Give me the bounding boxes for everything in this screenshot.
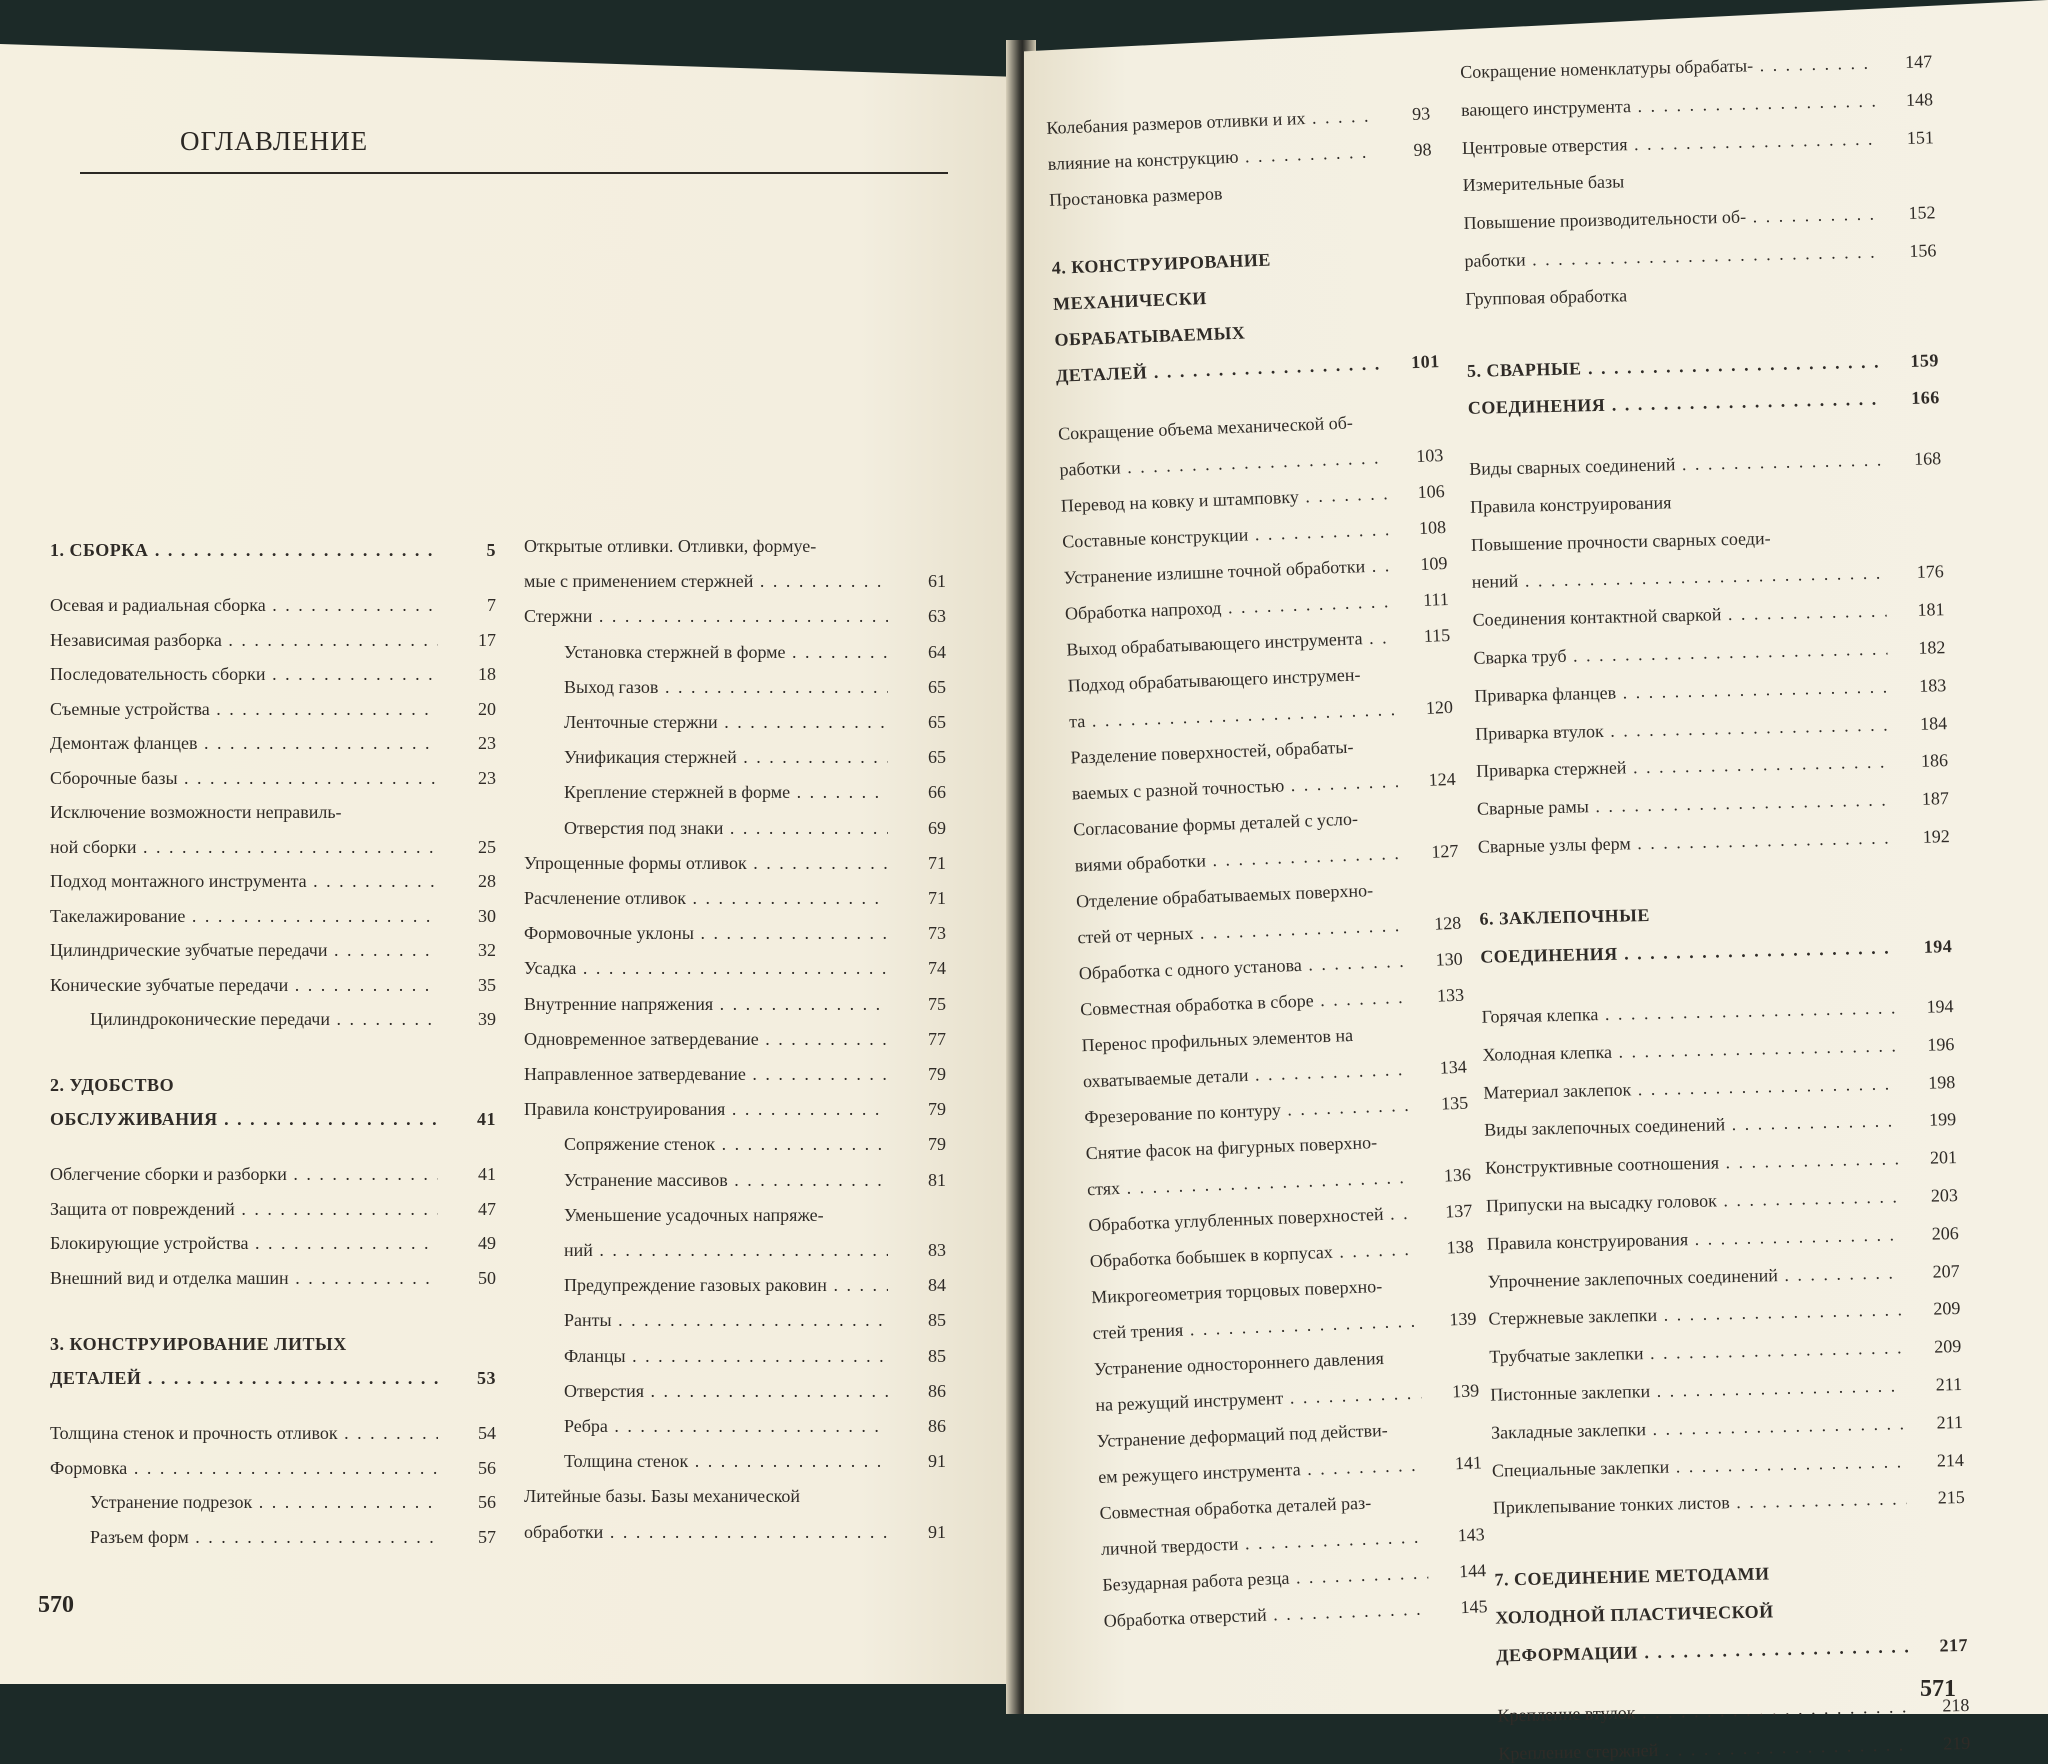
toc-entry-title: Формовочные уклоны . . . [524, 923, 888, 943]
toc-entry-title: 3. КОНСТРУИРОВАНИЕ ЛИТЫХ [50, 1333, 347, 1354]
toc-entry-page: 86 [928, 1380, 946, 1401]
toc-entry-page: 103 [1415, 445, 1444, 467]
toc-entry-page: 136 [1443, 1164, 1472, 1186]
toc-entry-title: Стержни . . . [524, 606, 888, 626]
toc-entry-title: Сокращение номенклатуры обрабаты- . . . [1460, 53, 1874, 82]
toc-entry-title: Формовка . . . [50, 1458, 438, 1478]
toc-entry-page: 77 [928, 1028, 946, 1049]
toc-entry-page: 54 [478, 1423, 496, 1444]
toc-entry-title: Выход газов . . . [564, 677, 888, 697]
toc-entry-page: 128 [1433, 912, 1462, 934]
toc-entry-title: Толщина стенок . . . [564, 1451, 888, 1471]
toc-entry-page: 23 [478, 767, 496, 788]
toc-entry-title: Отверстия . . . [564, 1381, 888, 1401]
toc-entry-page: 214 [1936, 1449, 1965, 1471]
toc-entry-page: 69 [928, 817, 946, 838]
toc-entry-page: 209 [1933, 1298, 1961, 1319]
toc-entry-page: 147 [1904, 51, 1933, 72]
toc-entry-title: Соединения контактной сваркой . . . [1472, 601, 1886, 630]
toc-entry-title: та . . . [1069, 699, 1396, 731]
toc-entry-page: 196 [1927, 1033, 1955, 1055]
toc-entry-title: Толщина стенок и прочность отливок . . . [50, 1423, 438, 1443]
toc-entry-page: 182 [1918, 637, 1946, 658]
toc-entry-title: ной сборки . . . [50, 837, 438, 857]
toc-entry-title: Правила конструирования . . . [524, 1099, 888, 1119]
toc-entry-title: ДЕТАЛЕЙ . . . [50, 1368, 438, 1388]
toc-entry-title: 1. СБОРКА . . . [50, 540, 438, 560]
toc-entry-page: 203 [1930, 1184, 1959, 1206]
toc-entry-title: Сопряжение стенок . . . [564, 1134, 888, 1154]
toc-entry-page: 143 [1457, 1524, 1486, 1546]
toc-entry-title: 4. КОНСТРУИРОВАНИЕ [1051, 249, 1272, 279]
toc-entry-page: 192 [1922, 825, 1950, 847]
toc-entry-title: Перевод на ковку и штамповку . . . [1061, 483, 1388, 515]
toc-entry-title: СОЕДИНЕНИЯ . . . [1480, 937, 1894, 966]
toc-entry-title: Стержневые заклепки . . . [1488, 1300, 1902, 1329]
toc-entry-title: Припуски на высадку головок . . . [1486, 1186, 1900, 1215]
toc-entry-page: 74 [928, 958, 946, 979]
toc-entry-title: Горячая клепка . . . [1481, 997, 1895, 1026]
toc-entry-page: 199 [1928, 1109, 1957, 1131]
toc-entry-page: 201 [1929, 1147, 1958, 1168]
toc-entry-title: ем режущего инструмента . . . [1098, 1454, 1425, 1486]
toc-entry-title: ваемых с разной точностью . . . [1072, 771, 1399, 803]
toc-entry-title: Ленточные стержни . . . [564, 712, 888, 732]
toc-entry-title: Групповая обработка [1465, 285, 1628, 309]
toc-entry-page: 217 [1939, 1634, 1969, 1656]
toc-entry-page: 207 [1932, 1260, 1960, 1282]
toc-entry-title: Отверстия под знаки . . . [564, 818, 888, 838]
toc-entry-title: Холодная клепка . . . [1482, 1035, 1896, 1064]
toc-entry-page: 183 [1919, 674, 1947, 696]
toc-entry-page: 79 [928, 1134, 946, 1155]
toc-entry-page: 138 [1446, 1236, 1475, 1258]
toc-entry-page: 91 [928, 1451, 946, 1472]
toc-entry-page: 85 [928, 1310, 946, 1331]
toc-entry-page: 65 [928, 676, 946, 697]
toc-entry-page: 184 [1919, 712, 1948, 734]
toc-entry-title: Установка стержней в форме . . . [564, 642, 888, 662]
toc-entry-page: 85 [928, 1345, 946, 1366]
toc-entry-title: Литейные базы. Базы механической [524, 1486, 801, 1507]
left-page-number: 570 [38, 1592, 74, 1618]
title-rule [80, 172, 948, 174]
toc-entry-title: Ранты . . . [564, 1310, 888, 1330]
toc-entry-page: 75 [928, 993, 946, 1014]
toc-entry-title: Упрочнение заклепочных соединений . . . [1487, 1262, 1901, 1291]
toc-entry-page: 17 [478, 629, 496, 650]
toc-entry-title: Унификация стержней . . . [564, 747, 888, 767]
toc-entry-title: Цилиндроконические передачи . . . [90, 1009, 438, 1029]
toc-entry-title: Сварные рамы . . . [1477, 790, 1891, 819]
toc-entry-title: Последовательность сборки . . . [50, 664, 438, 684]
toc-entry-title: Внутренние напряжения . . . [524, 994, 888, 1014]
toc-entry-title: Сокращение объема механической об- [1057, 412, 1354, 444]
toc-entry-page: 49 [478, 1233, 496, 1254]
toc-entry-title: стях . . . [1087, 1167, 1414, 1199]
toc-entry-title: Совместная обработка в сборе . . . [1080, 987, 1407, 1019]
toc-entry-title: 2. УДОБСТВО [50, 1074, 175, 1095]
toc-entry-page: 41 [478, 1164, 496, 1185]
toc-entry-title: Крепление стержней в форме . . . [564, 782, 888, 802]
toc-entry-title: Приварка втулок . . . [1475, 714, 1889, 743]
toc-entry-page: 79 [928, 1099, 946, 1120]
toc-entry-title: Центровые отверстия . . . [1462, 128, 1876, 157]
toc-entry-page: 61 [928, 571, 946, 592]
toc-entry-page: 115 [1423, 624, 1451, 646]
toc-entry-page: 93 [1411, 103, 1431, 124]
toc-entry-page: 23 [478, 733, 496, 754]
toc-entry-page: 35 [478, 974, 496, 995]
toc-entry-title: нений . . . [1472, 563, 1886, 592]
toc-entry-title: Устранение одностороннего давления [1093, 1347, 1385, 1380]
toc-entry-page: 127 [1431, 840, 1459, 862]
toc-entry-page: 159 [1910, 349, 1940, 371]
toc-entry-page: 151 [1906, 126, 1935, 148]
toc-entry-title: Колебания размеров отливки и их . . . [1046, 105, 1373, 137]
toc-entry-page: 135 [1440, 1092, 1469, 1114]
toc-entry-title: Трубчатые заклепки . . . [1489, 1337, 1903, 1366]
toc-entry-page: 86 [928, 1416, 946, 1436]
toc-entry-title: Обработка отверстий . . . [1103, 1598, 1430, 1630]
toc-entry-page: 57 [478, 1526, 496, 1547]
toc-entry-title: Цилиндрические зубчатые передачи . . . [50, 940, 438, 960]
toc-entry-page: 50 [478, 1267, 496, 1288]
toc-entry-title: Открытые отливки. Отливки, формуе- [524, 536, 817, 556]
toc-entry-title: Повышение прочности сварных соеди- [1470, 527, 1771, 555]
toc-entry-page: 73 [928, 923, 946, 944]
toc-entry-title: ний . . . [564, 1240, 888, 1260]
toc-entry-title: Правила конструирования . . . [1487, 1224, 1901, 1253]
toc-entry-page: 141 [1454, 1452, 1483, 1474]
toc-entry-title: Крепление стержней . . . [1498, 1734, 1912, 1763]
toc-entry-page: 98 [1413, 139, 1432, 160]
toc-entry-title: виями обработки . . . [1074, 843, 1401, 875]
toc-entry-page: 83 [928, 1240, 946, 1260]
toc-entry-title: Предупреждение газовых раковин . . . [564, 1275, 888, 1295]
toc-entry-title: Разъем форм . . . [90, 1527, 438, 1547]
toc-entry-title: на режущий инструмент . . . [1095, 1383, 1422, 1415]
toc-entry-title: ОБРАБАТЫВАЕМЫХ [1054, 322, 1246, 351]
toc-entry-title: ОБСЛУЖИВАНИЯ . . . [50, 1109, 438, 1129]
toc-entry-page: 64 [928, 641, 946, 662]
toc-entry-title: Конструктивные соотношения . . . [1485, 1149, 1899, 1178]
toc-entry-title: Внешний вид и отделка машин . . . [50, 1268, 438, 1288]
toc-entry-title: Приварка фланцев . . . [1474, 676, 1888, 705]
toc-entry-page: 219 [1943, 1732, 1971, 1754]
toc-entry-title: Обработка с одного установа . . . [1078, 951, 1405, 983]
toc-entry-page: 53 [477, 1368, 496, 1388]
toc-entry-page: 139 [1451, 1380, 1480, 1402]
toc-entry-title: Уменьшение усадочных напряже- [564, 1204, 824, 1225]
toc-entry-title: ДЕФОРМАЦИИ . . . [1496, 1636, 1910, 1665]
toc-entry-title: Обработка напроход . . . [1065, 591, 1392, 623]
toc-entry-title: 7. СОЕДИНЕНИЕ МЕТОДАМИ [1494, 1563, 1770, 1590]
toc-entry-page: 120 [1425, 696, 1454, 718]
toc-entry-title: Усадка . . . [524, 958, 888, 978]
toc-entry-page: 144 [1458, 1560, 1487, 1582]
toc-entry-page: 47 [478, 1198, 496, 1219]
toc-entry-title: Подход монтажного инструмента . . . [50, 871, 438, 891]
toc-entry-title: Демонтаж фланцев . . . [50, 733, 438, 753]
toc-entry-page: 81 [928, 1169, 946, 1190]
toc-entry-title: Перенос профильных элементов на [1081, 1024, 1354, 1056]
toc-entry-title: Блокирующие устройства . . . [50, 1233, 438, 1253]
toc-entry-page: 5 [486, 540, 496, 560]
toc-entry-title: Фланцы . . . [564, 1346, 888, 1366]
toc-entry-page: 187 [1921, 788, 1950, 809]
toc-entry-title: работки . . . [1464, 242, 1878, 271]
toc-entry-title: ХОЛОДНОЙ ПЛАСТИЧЕСКОЙ [1495, 1601, 1774, 1628]
toc-entry-page: 28 [478, 871, 496, 892]
toc-entry-title: Независимая разборка . . . [50, 630, 438, 650]
toc-entry-page: 66 [928, 782, 946, 803]
toc-entry-title: Специальные заклепки . . . [1492, 1451, 1906, 1480]
toc-entry-page: 109 [1420, 552, 1448, 574]
right-page-number: 571 [1920, 1676, 1956, 1702]
toc-entry-title: Ребра . . . [564, 1416, 888, 1436]
toc-entry-title: Устранение массивов . . . [564, 1170, 888, 1190]
toc-entry-page: 91 [928, 1521, 946, 1542]
toc-entry-title: Облегчение сборки и разборки . . . [50, 1164, 438, 1184]
toc-entry-title: личной твердости . . . [1101, 1526, 1428, 1558]
toc-entry-page: 79 [928, 1064, 946, 1084]
toc-entry-page: 56 [478, 1457, 496, 1478]
toc-entry-page: 198 [1928, 1071, 1956, 1093]
toc-entry-title: Защита от повреждений . . . [50, 1199, 438, 1219]
toc-entry-title: Простановка размеров [1048, 183, 1223, 210]
toc-entry-page: 124 [1428, 768, 1457, 790]
toc-entry-title: влияние на конструкцию . . . [1047, 141, 1374, 173]
toc-entry-page: 84 [928, 1275, 946, 1296]
toc-entry-title: Составные конструкции . . . [1062, 519, 1389, 551]
toc-entry-page: 166 [1911, 387, 1940, 409]
toc-entry-page: 56 [478, 1492, 496, 1513]
toc-entry-title: Виды заклепочных соединений . . . [1484, 1111, 1898, 1140]
toc-entry-page: 194 [1926, 996, 1954, 1017]
toc-entry-page: 133 [1436, 984, 1465, 1006]
toc-entry-title: работки . . . [1059, 447, 1386, 479]
toc-entry-title: Исключение возможности неправиль- [50, 802, 342, 823]
toc-entry-page: 65 [928, 747, 946, 768]
toc-entry-page: 211 [1936, 1411, 1964, 1433]
toc-entry-title: Безударная работа резца . . . [1102, 1562, 1429, 1594]
toc-entry-title: СОЕДИНЕНИЯ . . . [1468, 389, 1882, 418]
toc-entry-title: Устранение деформаций под действи- [1096, 1419, 1388, 1452]
toc-entry-title: Такелажирование . . . [50, 906, 438, 926]
toc-entry-title: Крепление втулок . . . [1497, 1696, 1911, 1725]
toc-entry-page: 130 [1435, 948, 1463, 970]
toc-entry-title: Виды сварных соединений . . . [1469, 449, 1883, 478]
toc-entry-page: 168 [1913, 448, 1942, 469]
toc-entry-page: 209 [1934, 1336, 1962, 1357]
toc-entry-title: Сварка труб . . . [1473, 638, 1887, 667]
toc-entry-title: Обработка углубленных поверхностей . . . [1088, 1203, 1415, 1235]
toc-entry-page: 211 [1935, 1373, 1963, 1395]
toc-entry-title: Закладные заклепки . . . [1491, 1413, 1905, 1442]
page-title: ОГЛАВЛЕНИЕ [180, 126, 369, 156]
toc-entry-page: 101 [1410, 351, 1441, 373]
toc-entry-title: Сборочные базы . . . [50, 768, 438, 788]
toc-entry-title: Приклепывание тонких листов . . . [1493, 1489, 1907, 1518]
toc-entry-page: 134 [1439, 1056, 1468, 1078]
toc-entry-title: МЕХАНИЧЕСКИ [1052, 288, 1208, 315]
toc-entry-title: охватываемые детали . . . [1083, 1059, 1410, 1091]
toc-entry-page: 65 [928, 712, 946, 732]
toc-entry-page: 20 [478, 698, 496, 719]
toc-entry-title: 5. СВАРНЫЕ . . . [1467, 351, 1881, 380]
toc-entry-title: Согласование формы деталей с усло- [1072, 808, 1359, 840]
toc-entry-title: Конические зубчатые передачи . . . [50, 975, 438, 995]
toc-entry-title: Сварные узлы ферм . . . [1478, 827, 1892, 856]
toc-entry-page: 176 [1916, 561, 1944, 583]
toc-entry-title: Обработка бобышек в корпусах . . . [1090, 1239, 1417, 1271]
toc-entry-page: 25 [478, 836, 496, 857]
toc-entry-title: вающего инструмента . . . [1461, 90, 1875, 119]
toc-entry-page: 63 [928, 606, 946, 627]
toc-entry-page: 111 [1422, 588, 1450, 610]
toc-entry-title: Подход обрабатывающего инструмен- [1067, 664, 1361, 696]
toc-entry-title: Выход обрабатывающего инструмента . . . [1066, 627, 1393, 659]
toc-entry-page: 41 [477, 1109, 496, 1130]
toc-entry-page: 71 [928, 888, 946, 908]
toc-entry-title: Повышение производительности об- . . . [1463, 204, 1877, 233]
toc-entry-page: 215 [1937, 1487, 1965, 1508]
toc-entry-page: 30 [478, 905, 496, 926]
toc-entry-title: Совместная обработка деталей раз- [1099, 1492, 1372, 1523]
toc-entry-title: стей от черных . . . [1077, 915, 1404, 947]
toc-entry [1498, 1732, 1971, 1764]
toc-entry-title: Расчленение отливок . . . [524, 888, 888, 908]
toc-entry-page: 108 [1418, 516, 1447, 538]
toc-entry-page: 106 [1417, 480, 1445, 503]
toc-entry-title: Измерительные базы [1462, 171, 1625, 196]
toc-entry-title: Материал заклепок . . . [1483, 1073, 1897, 1102]
toc-entry-page: 206 [1931, 1222, 1959, 1244]
toc-entry-page: 139 [1449, 1308, 1477, 1330]
toc-entry-page: 218 [1942, 1695, 1970, 1716]
toc-entry-page: 156 [1909, 240, 1937, 261]
toc-entry-title: Упрощенные формы отливок . . . [524, 853, 888, 873]
toc-entry-title: стей трения . . . [1092, 1311, 1419, 1343]
toc-entry-title: Направленное затвердевание . . . [524, 1064, 888, 1084]
toc-entry-title: Разделение поверхностей, обрабаты- [1070, 736, 1354, 768]
toc-entry-title: Правила конструирования [1469, 492, 1672, 517]
toc-entry-title: Приварка стержней . . . [1476, 752, 1890, 781]
toc-entry-page: 186 [1920, 750, 1949, 772]
toc-entry-title: Устранение излишне точной обработки . . . [1063, 555, 1390, 587]
toc-entry-title: Одновременное затвердевание . . . [524, 1029, 888, 1049]
toc-entry-title: Фрезерование по контуру . . . [1084, 1095, 1411, 1127]
toc-entry-page: 32 [478, 940, 496, 961]
toc-entry-title: Микрогеометрия торцовых поверхно- [1090, 1275, 1383, 1308]
toc-entry-title: Отделение обрабатываемых поверхно- [1075, 880, 1374, 912]
toc-entry-title: ДЕТАЛЕЙ . . . [1056, 354, 1383, 386]
toc-entry-title: Осевая и радиальная сборка . . . [50, 595, 438, 615]
toc-entry-page: 7 [487, 595, 496, 616]
toc-entry-title: 6. ЗАКЛЕПОЧНЫЕ [1479, 904, 1651, 929]
toc-entry-page: 18 [478, 664, 496, 685]
toc-entry-page: 137 [1444, 1200, 1473, 1222]
toc-entry-page: 71 [928, 852, 946, 873]
toc-entry-page: 152 [1908, 202, 1936, 224]
toc-entry-page: 39 [478, 1009, 496, 1030]
toc-entry-title: мые с применением стержней . . . [524, 571, 888, 591]
toc-entry-title: Пистонные заклепки . . . [1490, 1375, 1904, 1404]
toc-entry-title: Съемные устройства . . . [50, 699, 438, 719]
toc-entry-page: 148 [1905, 89, 1934, 110]
toc-entry-page: 181 [1917, 599, 1945, 620]
toc-entry-title: Устранение подрезок . . . [90, 1492, 438, 1512]
toc-entry-title: Снятие фасок на фигурных поверхно- [1085, 1132, 1378, 1164]
toc-entry-page: 145 [1460, 1596, 1488, 1618]
toc-entry-page: 194 [1923, 935, 1953, 957]
toc-entry-title: обработки . . . [524, 1522, 888, 1542]
